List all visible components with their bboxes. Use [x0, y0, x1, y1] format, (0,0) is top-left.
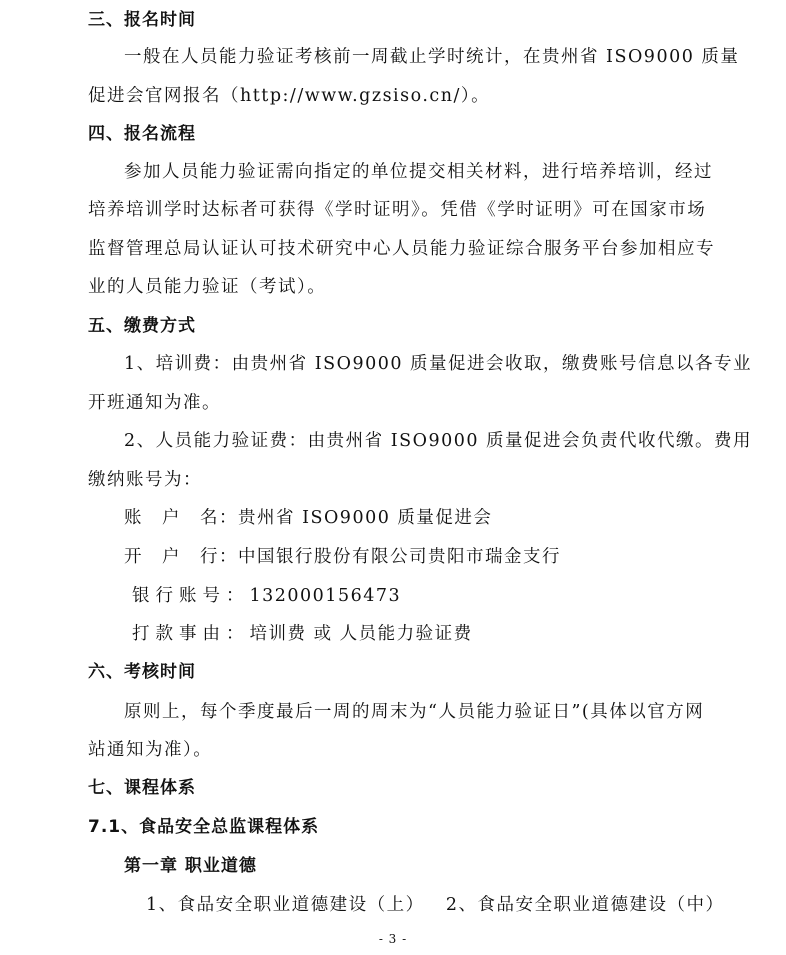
account-name-label: 账 户 名： [124, 508, 238, 528]
course-items-line: 1、食品安全职业道德建设（上） 2、食品安全职业道德建设（中） [146, 895, 725, 915]
account-number-label: 银行账号： [132, 586, 250, 606]
section-heading-registration-process: 四、报名流程 [88, 124, 196, 144]
paragraph-line: 培养培训学时达标者可获得《学时证明》。凭借《学时证明》可在国家市场 [88, 200, 707, 220]
section-heading-course-system: 七、课程体系 [88, 778, 196, 798]
paragraph-line: 1、培训费：由贵州省 ISO9000 质量促进会收取，缴费账号信息以各专业 [124, 354, 753, 374]
paragraph-line: 监督管理总局认证认可技术研究中心人员能力验证综合服务平台参加相应专 [88, 239, 715, 259]
paragraph-line: 2、人员能力验证费：由贵州省 ISO9000 质量促进会负责代收代缴。费用 [124, 431, 753, 451]
paragraph-line: 促进会官网报名（http://www.gzsiso.cn/）。 [88, 86, 491, 106]
account-number-value: 132000156473 [249, 586, 402, 606]
paragraph-line: 站通知为准）。 [88, 740, 213, 760]
chapter-heading: 第一章 职业道德 [124, 856, 257, 876]
account-bank-row [124, 545, 561, 569]
paragraph-line: 业的人员能力验证（考试）。 [88, 277, 327, 297]
account-name-value: 贵州省 ISO9000 质量促进会 [238, 508, 493, 528]
paragraph-line: 原则上，每个季度最后一周的周末为“人员能力验证日”(具体以官方网 [124, 702, 705, 722]
section-heading-registration-time: 三、报名时间 [88, 10, 196, 30]
paragraph-line: 一般在人员能力验证考核前一周截止学时统计，在贵州省 ISO9000 质量 [124, 47, 740, 67]
payment-memo-label: 打款事由： [132, 624, 250, 644]
paragraph-line: 缴纳账号为： [88, 470, 202, 490]
section-heading-payment-method: 五、缴费方式 [88, 316, 196, 336]
account-name-row [124, 506, 492, 530]
account-bank-value: 中国银行股份有限公司贵阳市瑞金支行 [238, 547, 561, 567]
account-bank-label: 开 户 行： [124, 547, 238, 567]
section-heading-assessment-time: 六、考核时间 [88, 662, 196, 682]
account-number-row [132, 584, 401, 608]
payment-memo-row [132, 622, 473, 646]
subsection-heading-food-safety-director: 7.1、食品安全总监课程体系 [88, 817, 320, 837]
paragraph-line: 开班通知为准。 [88, 393, 221, 413]
page-number: - 3 - [378, 932, 408, 946]
paragraph-line: 参加人员能力验证需向指定的单位提交相关材料，进行培养培训，经过 [124, 162, 713, 182]
payment-memo-value: 培训费 或 人员能力验证费 [249, 624, 473, 644]
